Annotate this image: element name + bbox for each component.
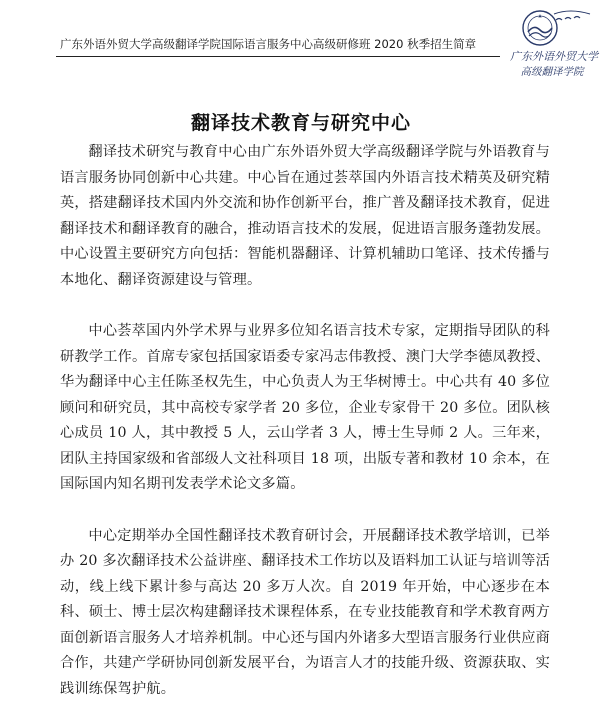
logo-university-name: 广东外语外贸大学 xyxy=(510,50,598,63)
logo-school-name: 高级翻译学院 xyxy=(520,66,584,78)
paragraph-intro: 翻译技术研究与教育中心由广东外语外贸大学高级翻译学院与外语教育与语言服务协同创新中心共建。中心旨在通过荟萃国内外语言技术精英及研究精英，搭建翻译技术国内外交流和协作创新平台，推广普及翻译技术教育，促进翻译技术和翻译教育的融合，推动语言技术的发展，促进语言服务蓬勃发展。中心设置主要研究方向包括：智能机器翻译、计算机辅助口笔译、技术传播与本地化、翻译资源建设与管理。 xyxy=(60,144,550,288)
page-header xyxy=(0,0,602,90)
document-title: 翻译技术教育与研究中心 xyxy=(190,112,411,134)
header-title: 广东外语外贸大学高级翻译学院国际语言服务中心高级研修班 2020 秋季招生简章 xyxy=(60,37,477,51)
university-emblem-icon xyxy=(510,4,594,48)
paragraph-team: 中心荟萃国内外学术界与业界多位知名语言技术专家，定期指导团队的科研教学工作。首席专家包括国家语委专家冯志伟教授、澳门大学李德凤教授、华为翻译中心主任陈圣权先生，中心负责人为王华树博士。中心共有 40 多位顾问和研究员，其中高校专家学者 20 多位，企业专家骨干 20 多位。团队核心成员 10 人，其中教授 5 人，云山学者 3 人，博士生导师 2 人。三年来，团队主持国家级和省部级人文社科项目 18 项，出版专著和教材 10 余本，在国际国内知名期刊发表学术论文多篇。 xyxy=(60,323,550,492)
paragraph-activities: 中心定期举办全国性翻译技术教育研讨会，开展翻译技术教学培训，已举办 20 多次翻译技术公益讲座、翻译技术工作坊以及语料加工认证与培训等活动，线上线下累计参与高达 20 多万人次。自 2019 年开始，中心逐步在本科、硕士、博士层次构建翻译技术课程体系，在专业技能教育和学术教育两方面创新语言服务人才培养机制。中心还与国内外诸多大型语言服务行业供应商合作，共建产学研协同创新发展平台，为语言人才的技能升级、资源获取、实践训练保驾护航。 xyxy=(60,527,550,697)
university-logo xyxy=(510,4,598,84)
header-divider xyxy=(56,56,500,57)
document-body xyxy=(60,140,550,728)
